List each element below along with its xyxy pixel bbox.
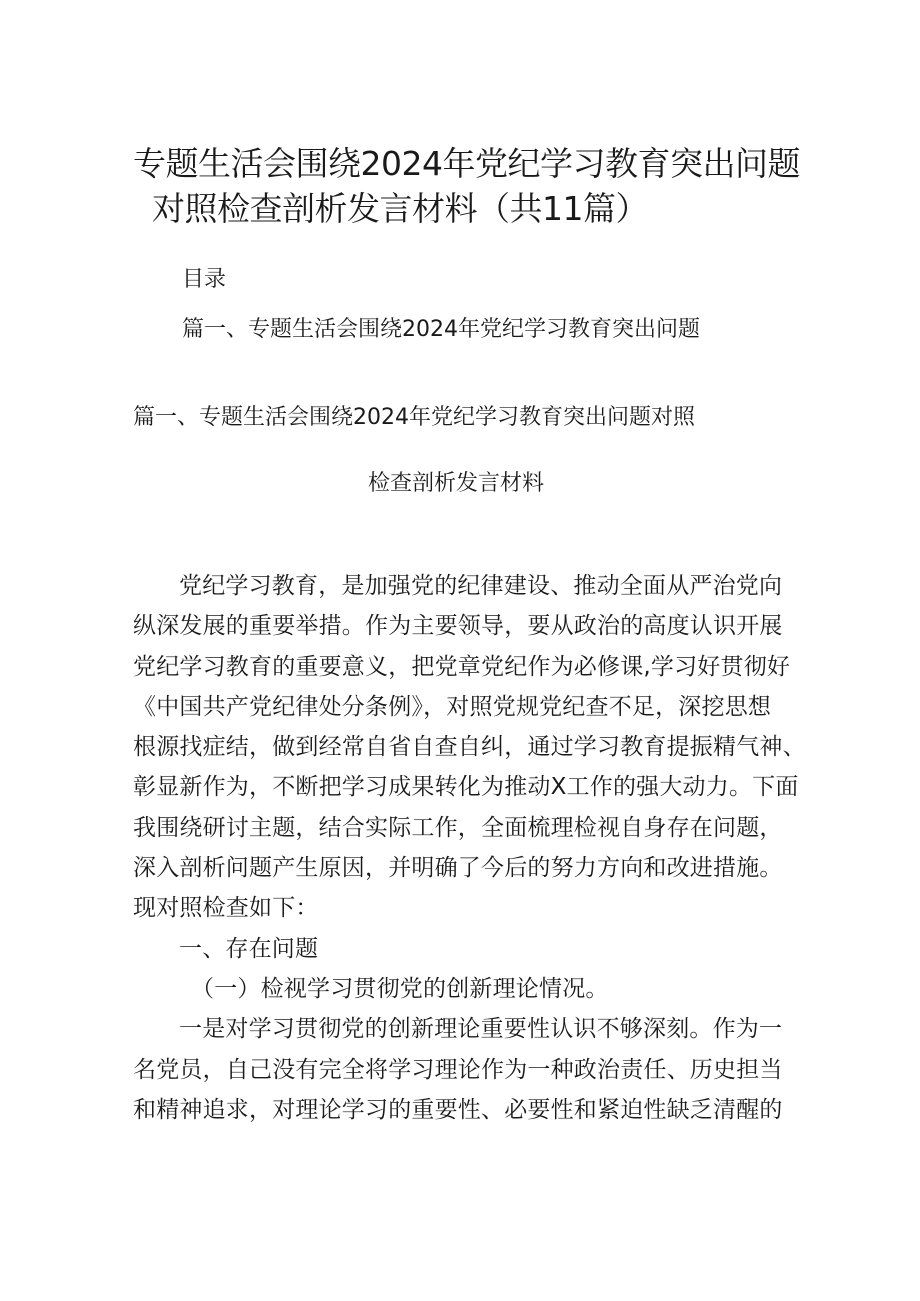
toc-label: 目录: [182, 267, 227, 292]
body-subheading: 一、存在问题: [179, 935, 319, 962]
body-subheading: （一）检视学习贯彻党的创新理论情况。: [191, 975, 609, 1002]
section-heading-line-1: 篇一、专题生活会围绕2024年党纪学习教育突出问题对照: [133, 405, 695, 430]
body-line: 一是对学习贯彻党的创新理论重要性认识不够深刻。作为一: [179, 1016, 783, 1043]
document-title-line-2: 对照检查剖析发言材料（共11篇）: [152, 189, 648, 228]
body-line: 深入剖析问题产生原因，并明确了今后的努力方向和改进措施。: [133, 855, 783, 882]
body-line: 现对照检查如下：: [133, 895, 319, 922]
body-line: 党纪学习教育的重要意义，把党章党纪作为必修课,学习好贯彻好: [133, 653, 791, 680]
body-line: 党纪学习教育，是加强党的纪律建设、推动全面从严治党向: [179, 573, 783, 599]
body-line: 名党员，自己没有完全将学习理论作为一种政治责任、历史担当: [133, 1056, 783, 1083]
body-line: 和精神追求，对理论学习的重要性、必要性和紧迫性缺乏清醒的: [133, 1096, 783, 1123]
document-title-line-1: 专题生活会围绕2024年党纪学习教育突出问题: [133, 144, 800, 183]
body-line: 纵深发展的重要举措。作为主要领导，要从政治的高度认识开展: [133, 613, 783, 640]
body-line: 彰显新作为，不断把学习成果转化为推动X工作的强大动力。下面: [133, 774, 799, 801]
body-line: 根源找症结，做到经常自省自查自纠，通过学习教育提振精气神、: [133, 734, 806, 761]
toc-item-1[interactable]: 篇一、专题生活会围绕2024年党纪学习教育突出问题: [182, 317, 700, 342]
body-line: 《中国共产党纪律处分条例》，对照党规党纪查不足，深挖思想: [133, 693, 772, 720]
section-heading-line-2: 检查剖析发言材料: [368, 471, 545, 496]
body-text: [133, 566, 806, 1130]
body-line: 我围绕研讨主题，结合实际工作，全面梳理检视自身存在问题，: [133, 814, 783, 841]
